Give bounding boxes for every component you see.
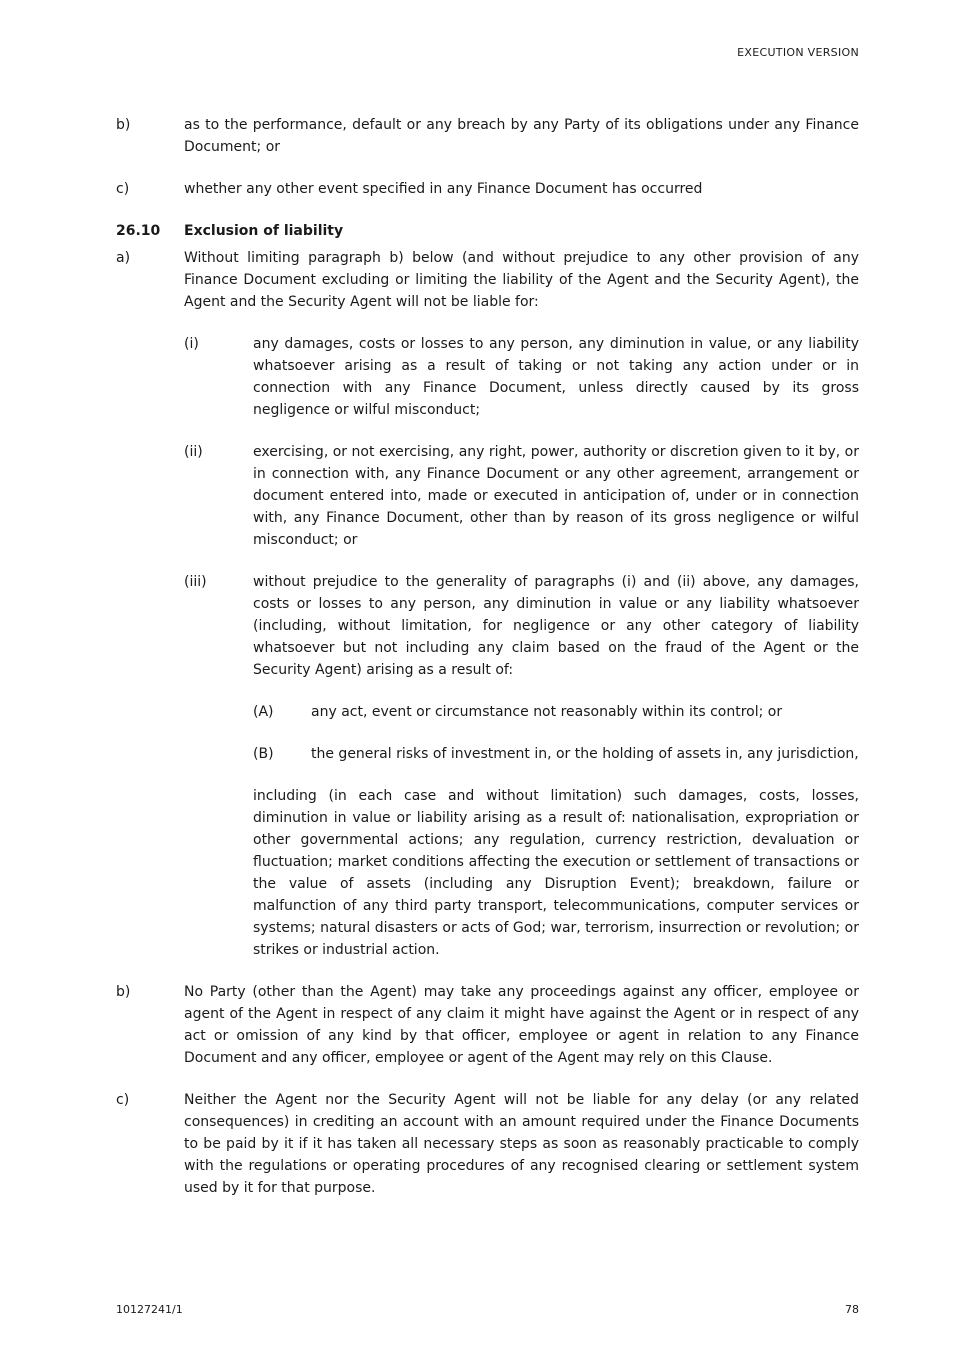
paragraph-label: a) xyxy=(116,250,131,266)
section-title: Exclusion of liability xyxy=(184,223,344,239)
paragraph-label: c) xyxy=(116,1092,130,1108)
subitem-ii xyxy=(184,441,859,551)
subsubitem-b xyxy=(253,743,859,765)
document-body xyxy=(116,114,859,1199)
item-label: b) xyxy=(116,117,131,133)
paragraph-c xyxy=(116,1089,859,1199)
page-footer xyxy=(116,1302,859,1318)
section-heading xyxy=(116,220,859,242)
subitem-label: (iii) xyxy=(184,574,207,590)
paragraph-text: Neither the Agent nor the Security Agent will not be liable for any delay (or any related consequences) in crediting an account with an amount required under the Finance Documents to be paid by it if it has taken all necessary steps as soon as reasonably practicable to comply with the regulations or operating procedures of any recognised clearing or settlement system used by it for that purpose. xyxy=(184,1092,859,1196)
intro-item-b xyxy=(116,114,859,158)
paragraph-text: No Party (other than the Agent) may take any proceedings against any officer, employee or agent of the Agent in respect of any claim it might have against the Agent or in respect of any act or omission of any kind by that officer, employee or agent in relation to any Finance Document and any officer, employee or agent of the Agent may rely on this Clause. xyxy=(184,984,859,1066)
subitem-text: without prejudice to the generality of paragraphs (i) and (ii) above, any damages, costs or losses to any person, any diminution in value or any liability whatsoever (including, without limitation, for negligence or any other category of liability whatsoever but not including any claim based on the fraud of the Agent or the Security Agent) arising as a result of: xyxy=(253,574,859,678)
paragraph-text: Without limiting paragraph b) below (and without prejudice to any other provision of any Finance Document excluding or limiting the liability of the Agent and the Security Agent), the Agent and the Security Agent will not be liable for: xyxy=(184,250,859,310)
execution-version-header: EXECUTION VERSION xyxy=(737,46,859,59)
item-text: as to the performance, default or any breach by any Party of its obligations under any Finance Document; or xyxy=(184,117,859,155)
subitem-iii xyxy=(184,571,859,681)
paragraph-a xyxy=(116,247,859,313)
subitem-text: any damages, costs or losses to any person, any diminution in value, or any liability whatsoever arising as a result of taking or not taking any action under or in connection with any Finance Document, unless directly caused by its gross negligence or wilful misconduct; xyxy=(253,336,859,418)
item-label: c) xyxy=(116,181,130,197)
document-id: 10127241/1 xyxy=(116,1303,183,1316)
subsubitem-text: the general risks of investment in, or the holding of assets in, any jurisdiction, xyxy=(311,746,859,762)
subsubitem-text: any act, event or circumstance not reasonably within its control; or xyxy=(311,704,783,720)
paragraph-b xyxy=(116,981,859,1069)
item-text: whether any other event specified in any Finance Document has occurred xyxy=(184,181,703,197)
intro-item-c xyxy=(116,178,859,200)
subitem-label: (ii) xyxy=(184,444,203,460)
subitem-label: (i) xyxy=(184,336,199,352)
subsubitem-label: (B) xyxy=(253,746,274,762)
section-number: 26.10 xyxy=(116,223,161,239)
subitem-i xyxy=(184,333,859,421)
subitem-text: exercising, or not exercising, any right, power, authority or discretion given to it by, or in connection with, any Finance Document or any other agreement, arrangement or document entered into, made or executed in anticipation of, under or in connection with, any Finance Document, other than by reason of its gross negligence or wilful misconduct; or xyxy=(253,444,859,548)
subsubitem-a xyxy=(253,701,859,723)
subsubitem-label: (A) xyxy=(253,704,274,720)
continuation-text: including (in each case and without limitation) such damages, costs, losses, diminution in value or liability arising as a result of: nationalisation, expropriation or other governmental actions; any regulation, currency restriction, devaluation or fluctuation; market conditions affecting the execution or settlement of transactions or the value of assets (including any Disruption Event); breakdown, failure or malfunction of any third party transport, telecommunications, computer services or systems; natural disasters or acts of God; war, terrorism, insurrection or revolution; or strikes or industrial action. xyxy=(253,788,859,958)
paragraph-label: b) xyxy=(116,984,131,1000)
page-number: 78 xyxy=(845,1303,859,1316)
